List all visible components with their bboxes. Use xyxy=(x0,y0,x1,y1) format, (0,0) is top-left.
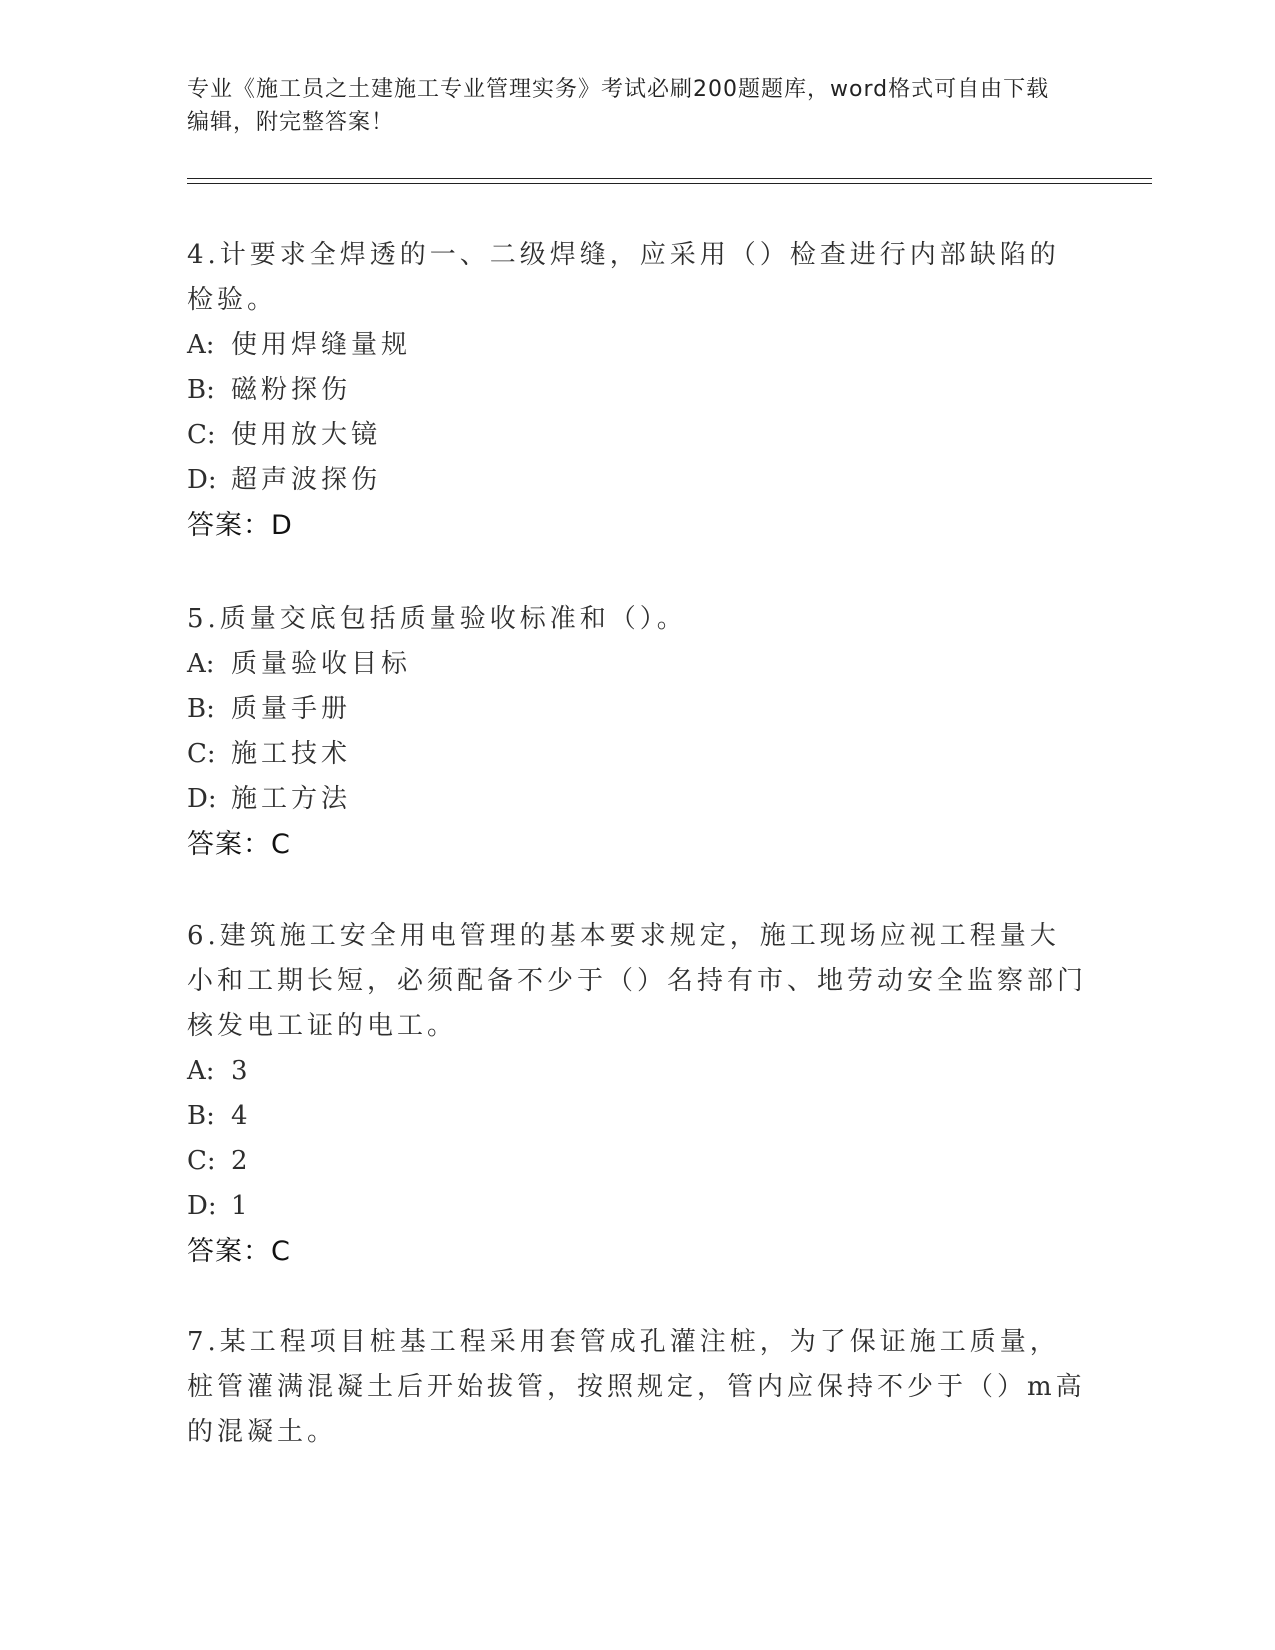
question-stem: 4.计要求全焊透的一、二级焊缝，应采用（）检查进行内部缺陷的检验。 xyxy=(187,240,1060,315)
option-text: 质量验收目标 xyxy=(231,649,412,679)
option-letter: A: xyxy=(187,330,215,360)
option-text: 施工方法 xyxy=(231,784,352,814)
option-letter: A: xyxy=(187,649,215,679)
question-stem: 7.某工程项目桩基工程采用套管成孔灌注桩，为了保证施工质量，桩管灌满混凝土后开始拔管，按照规定，管内应保持不少于（）m高的混凝土。 xyxy=(187,1327,1086,1447)
option-b xyxy=(187,368,1087,413)
question-7 xyxy=(187,1320,1087,1455)
option-letter: C: xyxy=(187,739,216,769)
option-b xyxy=(187,687,1087,732)
option-letter: B: xyxy=(187,375,215,405)
option-b xyxy=(187,1094,1087,1139)
question-4 xyxy=(187,233,1087,548)
header-divider-top xyxy=(187,178,1152,179)
option-d xyxy=(187,1184,1087,1229)
option-text: 使用放大镜 xyxy=(231,420,382,450)
option-d xyxy=(187,458,1087,503)
option-c xyxy=(187,1139,1087,1184)
option-letter: B: xyxy=(187,694,215,724)
option-text: 使用焊缝量规 xyxy=(231,330,412,360)
question-stem: 5.质量交底包括质量验收标准和（）。 xyxy=(187,604,687,634)
answer-line: 答案：D xyxy=(187,510,293,541)
option-text: 超声波探伤 xyxy=(231,465,382,495)
option-letter: C: xyxy=(187,1146,216,1176)
header-divider-bottom xyxy=(187,183,1152,184)
option-text: 1 xyxy=(231,1191,252,1221)
option-letter: D: xyxy=(187,784,217,814)
option-text: 磁粉探伤 xyxy=(231,375,352,405)
option-letter: D: xyxy=(187,465,217,495)
option-d xyxy=(187,777,1087,822)
option-text: 质量手册 xyxy=(231,694,352,724)
question-stem: 6.建筑施工安全用电管理的基本要求规定，施工现场应视工程量大小和工期长短，必须配备不少于（）名持有市、地劳动安全监察部门核发电工证的电工。 xyxy=(187,921,1088,1041)
question-6 xyxy=(187,914,1087,1274)
answer-line: 答案：C xyxy=(187,1236,291,1267)
answer-line: 答案：C xyxy=(187,829,291,860)
document-header: 专业《施工员之土建施工专业管理实务》考试必刷200题题库，word格式可自由下载编辑，附完整答案！ xyxy=(187,77,1050,135)
option-text: 4 xyxy=(231,1101,252,1131)
option-c xyxy=(187,732,1087,777)
option-letter: D: xyxy=(187,1191,217,1221)
option-a xyxy=(187,1049,1087,1094)
option-letter: A: xyxy=(187,1056,215,1086)
option-a xyxy=(187,642,1087,687)
option-letter: B: xyxy=(187,1101,215,1131)
option-text: 施工技术 xyxy=(231,739,352,769)
option-text: 3 xyxy=(231,1056,252,1086)
option-text: 2 xyxy=(231,1146,252,1176)
question-5 xyxy=(187,597,1087,867)
option-c xyxy=(187,413,1087,458)
option-letter: C: xyxy=(187,420,216,450)
option-a xyxy=(187,323,1087,368)
